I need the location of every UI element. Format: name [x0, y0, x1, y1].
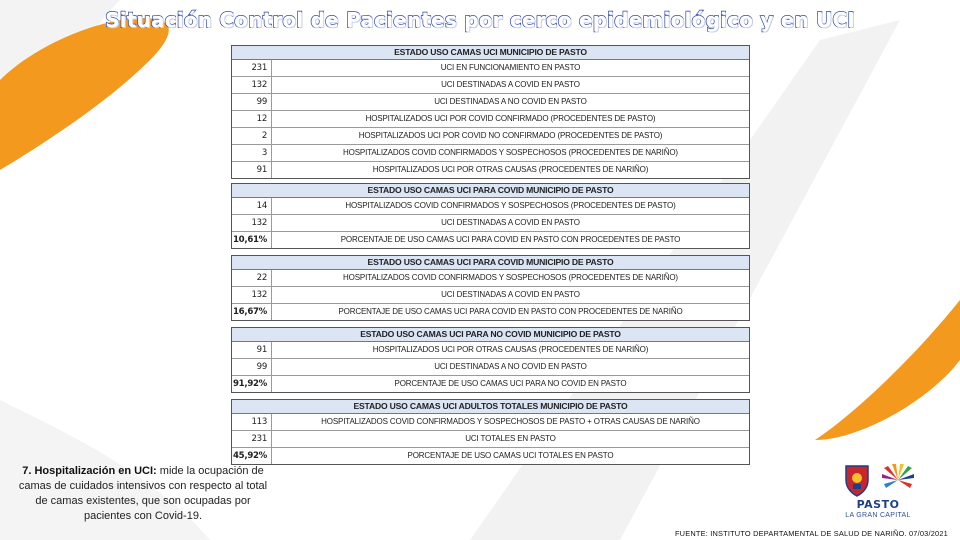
row-value: 99 — [232, 359, 272, 375]
row-label: UCI EN FUNCIONAMIENTO EN PASTO — [440, 63, 581, 72]
table-row — [232, 60, 749, 77]
table-row — [232, 376, 749, 392]
table-row — [232, 414, 749, 431]
row-label: UCI DESTINADAS A NO COVID EN PASTO — [434, 362, 587, 371]
logo-tagline: LA GRAN CAPITAL — [845, 512, 911, 519]
row-label: UCI DESTINADAS A NO COVID EN PASTO — [434, 97, 587, 106]
table-row — [232, 304, 749, 320]
row-value: 14 — [232, 198, 272, 214]
page-title: Situación Control de Pacientes por cerco epidemiológico y en UCI — [105, 8, 855, 32]
row-label: PORCENTAJE DE USO CAMAS UCI TOTALES EN PASTO — [407, 451, 614, 460]
row-label: HOSPITALIZADOS COVID CONFIRMADOS Y SOSPECHOSOS (PROCEDENTES DE NARIÑO) — [343, 273, 678, 282]
row-value: 10,61% — [232, 232, 272, 248]
table-row — [232, 359, 749, 376]
table-3 — [231, 255, 750, 321]
table-row — [232, 94, 749, 111]
caption-lead: 7. Hospitalización en UCI: — [22, 465, 157, 477]
caption — [14, 464, 272, 524]
table-header: ESTADO USO CAMAS UCI PARA COVID MUNICIPIO DE PASTO — [232, 256, 749, 270]
pasto-logo — [836, 462, 920, 524]
table-row — [232, 232, 749, 248]
table-row — [232, 270, 749, 287]
row-label: UCI TOTALES EN PASTO — [465, 434, 556, 443]
row-label: UCI DESTINADAS A COVID EN PASTO — [441, 290, 580, 299]
orange-stroke-right — [815, 300, 960, 440]
row-value: 16,67% — [232, 304, 272, 320]
row-value: 3 — [232, 145, 272, 161]
caption-text: mide la ocupación de camas de cuidados intensivos con respecto al total de camas existentes, que son ocupadas por pacientes con Covid-19. — [18, 465, 268, 522]
source-footer: FUENTE: INSTITUTO DEPARTAMENTAL DE SALUD DE NARIÑO. 07/03/2021 — [674, 529, 948, 538]
tables-container — [231, 45, 748, 471]
row-label: HOSPITALIZADOS UCI POR COVID CONFIRMADO (PROCEDENTES DE PASTO) — [365, 114, 656, 123]
row-label: HOSPITALIZADOS COVID CONFIRMADOS Y SOSPECHOSOS (PROCEDENTES DE PASTO) — [345, 201, 676, 210]
row-value: 132 — [232, 77, 272, 93]
row-label: PORCENTAJE DE USO CAMAS UCI PARA COVID EN PASTO CON PROCEDENTES DE NARIÑO — [338, 307, 683, 316]
row-value: 45,92% — [232, 448, 272, 464]
table-4 — [231, 327, 750, 393]
row-label: PORCENTAJE DE USO CAMAS UCI PARA NO COVID EN PASTO — [394, 379, 627, 388]
row-label: UCI DESTINADAS A COVID EN PASTO — [441, 80, 580, 89]
table-row — [232, 111, 749, 128]
row-value: 231 — [232, 431, 272, 447]
row-label: HOSPITALIZADOS UCI POR OTRAS CAUSAS (PROCEDENTES DE NARIÑO) — [372, 165, 649, 174]
table-1 — [231, 45, 750, 179]
table-row — [232, 145, 749, 162]
row-value: 22 — [232, 270, 272, 286]
row-value: 231 — [232, 60, 272, 76]
row-value: 99 — [232, 94, 272, 110]
table-row — [232, 431, 749, 448]
table-row — [232, 198, 749, 215]
table-row — [232, 215, 749, 232]
table-row — [232, 128, 749, 145]
table-header: ESTADO USO CAMAS UCI PARA COVID MUNICIPIO DE PASTO — [232, 184, 749, 198]
row-value: 91 — [232, 342, 272, 358]
row-value: 91,92% — [232, 376, 272, 392]
row-label: HOSPITALIZADOS COVID CONFIRMADOS Y SOSPECHOSOS (PROCEDENTES DE NARIÑO) — [343, 148, 678, 157]
logo-name: PASTO — [856, 498, 900, 511]
table-row — [232, 342, 749, 359]
row-label: UCI DESTINADAS A COVID EN PASTO — [441, 218, 580, 227]
table-row — [232, 162, 749, 178]
row-label: HOSPITALIZADOS COVID CONFIRMADOS Y SOSPECHOSOS DE PASTO + OTRAS CAUSAS DE NARIÑO — [321, 417, 700, 426]
row-value: 12 — [232, 111, 272, 127]
row-value: 132 — [232, 215, 272, 231]
table-header: ESTADO USO CAMAS UCI PARA NO COVID MUNICIPIO DE PASTO — [232, 328, 749, 342]
table-header: ESTADO USO CAMAS UCI MUNICIPIO DE PASTO — [232, 46, 749, 60]
row-value: 113 — [232, 414, 272, 430]
row-value: 2 — [232, 128, 272, 144]
table-row — [232, 448, 749, 464]
row-label: HOSPITALIZADOS UCI POR OTRAS CAUSAS (PROCEDENTES DE NARIÑO) — [372, 345, 649, 354]
table-2 — [231, 183, 750, 249]
row-value: 91 — [232, 162, 272, 178]
table-5 — [231, 399, 750, 465]
row-value: 132 — [232, 287, 272, 303]
logo-emblem-icon — [836, 462, 920, 498]
table-row — [232, 287, 749, 304]
table-row — [232, 77, 749, 94]
table-header: ESTADO USO CAMAS UCI ADULTOS TOTALES MUNICIPIO DE PASTO — [232, 400, 749, 414]
row-label: HOSPITALIZADOS UCI POR COVID NO CONFIRMADO (PROCEDENTES DE PASTO) — [358, 131, 663, 140]
row-label: PORCENTAJE DE USO CAMAS UCI PARA COVID EN PASTO CON PROCEDENTES DE PASTO — [340, 235, 681, 244]
